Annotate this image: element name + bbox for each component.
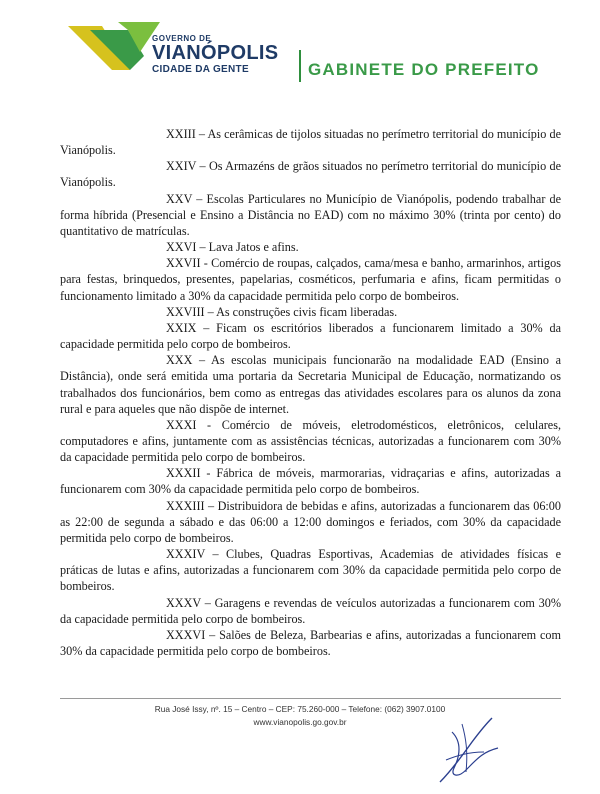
paragraph: XXV – Escolas Particulares no Município de Vianópolis, podendo trabalhar de forma híbrida (Presencial e Ensino a Distância no EAD) com no máximo 30% (trinta por cento) do quantitativo de matrículas. (60, 191, 561, 238)
brand-block (152, 34, 278, 75)
department-title: GABINETE DO PREFEITO (308, 60, 540, 79)
paragraph: XXXI - Comércio de móveis, eletrodomésticos, eletrônicos, celulares, computadores e afins, juntamente com as assistências técnicas, autorizadas a funcionarem com 30% da capacidade permitida pelo corpo de bombeiros. (60, 417, 561, 465)
footer-divider (60, 698, 561, 699)
footer-website: www.vianopolis.go.gov.br (253, 717, 347, 727)
paragraph: XXXII - Fábrica de móveis, marmorarias, vidraçarias e afins, autorizadas a funcionarem com 30% da capacidade permitida pelo corpo de bombeiros. (60, 466, 561, 497)
paragraph: XXVIII – As construções civis ficam liberadas. (166, 304, 398, 319)
footer-address: Rua José Issy, nº. 15 – Centro – CEP: 75.260-000 – Telefone: (062) 3907.0100 (154, 704, 446, 714)
vianopolis-logo-icon (68, 22, 160, 84)
document-body (60, 126, 561, 659)
paragraph: XXXV – Garagens e revendas de veículos autorizadas a funcionarem com 30% da capacidade permitida pelo corpo de bombeiros. (60, 595, 561, 626)
paragraph: XXIII – As cerâmicas de tijolos situadas no perímetro territorial do município de Vianópolis. (60, 127, 561, 158)
paragraph: XXIX – Ficam os escritórios liberados a funcionarem limitado a 30% da capacidade permitida pelo corpo de bombeiros. (60, 320, 561, 352)
governo-de-label: GOVERNO DE (152, 34, 212, 43)
city-tagline: CIDADE DA GENTE (152, 64, 249, 75)
signature-icon (432, 712, 504, 788)
paragraph: XXXIV – Clubes, Quadras Esportivas, Academias de atividades físicas e práticas de lutas e afins, autorizadas a funcionarem com 30% da capacidade permitida pelo corpo de bombeiros. (60, 547, 561, 594)
city-name: VIANÓPOLIS (152, 42, 279, 64)
paragraph: XXX – As escolas municipais funcionarão na modalidade EAD (Ensino a Distância), onde será emitida uma portaria da Secretaria Municipal de Educação, normatizando os trabalhados dos funcionários, bem como as entregas das atividades escolares para os alunos da zona rural e para aqueles que não dispõe de internet. (60, 353, 561, 416)
paragraph: XXVI – Lava Jatos e afins. (166, 240, 299, 255)
paragraph: XXVII - Comércio de roupas, calçados, cama/mesa e banho, armarinhos, artigos para festas, brinquedos, presentes, papelarias, cosméticos, perfumaria e afins, ficam permitidas o funcionamento limitado a 30% da capacidade permitida pelo corpo de bombeiros. (60, 256, 561, 303)
paragraph: XXXVI – Salões de Beleza, Barbearias e afins, autorizadas a funcionarem com 30% da capacidade permitida pelo corpo de bombeiros. (60, 627, 561, 658)
header-divider (299, 50, 301, 82)
paragraph: XXXIII – Distribuidora de bebidas e afins, autorizadas a funcionarem das 06:00 as 22:00 de segunda a sábado e das 06:00 a 12:00 domingos e feriados, com 30% da capacidade permitida pelo corpo de bombeiros. (60, 498, 561, 545)
paragraph: XXIV – Os Armazéns de grãos situados no perímetro territorial do município de Vianópolis. (60, 159, 561, 190)
letterhead (0, 0, 600, 110)
